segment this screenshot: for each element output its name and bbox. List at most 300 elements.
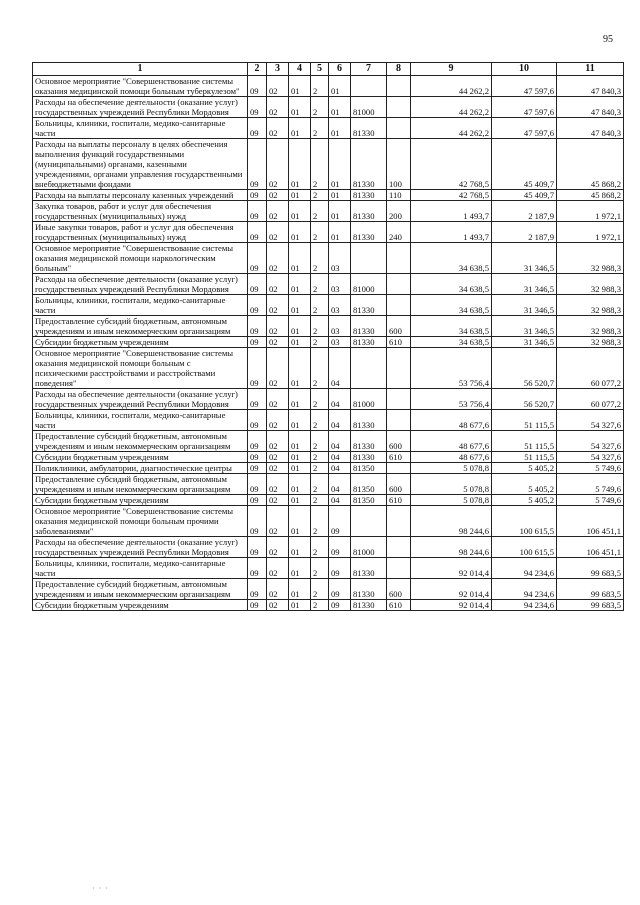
row-code-4: 01 [289, 389, 311, 410]
table-row [33, 274, 624, 295]
row-value-11: 5 749,6 [557, 463, 624, 474]
row-code-4: 01 [289, 431, 311, 452]
column-header: 8 [387, 63, 411, 76]
row-code-5: 2 [311, 389, 329, 410]
row-code-3: 02 [267, 506, 289, 537]
row-code-8: 600 [387, 431, 411, 452]
row-value-10: 45 409,7 [492, 190, 557, 201]
row-code-2: 09 [248, 537, 267, 558]
row-code-8: 610 [387, 452, 411, 463]
row-code-8 [387, 348, 411, 389]
row-value-9: 92 014,4 [411, 600, 492, 611]
row-value-11: 99 683,5 [557, 600, 624, 611]
row-code-5: 2 [311, 495, 329, 506]
table-row [33, 348, 624, 389]
row-code-3: 02 [267, 537, 289, 558]
row-code-8: 610 [387, 600, 411, 611]
row-value-9: 1 493,7 [411, 222, 492, 243]
table-row [33, 243, 624, 274]
row-code-7 [351, 243, 387, 274]
row-code-5: 2 [311, 348, 329, 389]
row-value-9: 5 078,8 [411, 463, 492, 474]
row-code-3: 02 [267, 201, 289, 222]
row-code-7: 81350 [351, 463, 387, 474]
row-value-10: 47 597,6 [492, 76, 557, 97]
row-code-5: 2 [311, 474, 329, 495]
row-code-7: 81330 [351, 295, 387, 316]
row-code-4: 01 [289, 348, 311, 389]
row-code-5: 2 [311, 76, 329, 97]
row-code-5: 2 [311, 139, 329, 190]
row-code-7: 81330 [351, 337, 387, 348]
row-name: Расходы на обеспечение деятельности (оказание услуг) государственных учреждений Республики Мордовия [33, 389, 248, 410]
row-code-5: 2 [311, 316, 329, 337]
row-code-6: 04 [329, 389, 351, 410]
row-code-6: 03 [329, 243, 351, 274]
row-name: Предоставление субсидий бюджетным, автономным учреждениям и иным некоммерческим организациям [33, 316, 248, 337]
row-code-2: 09 [248, 579, 267, 600]
row-value-11: 32 988,3 [557, 316, 624, 337]
row-code-3: 02 [267, 295, 289, 316]
row-value-11: 47 840,3 [557, 97, 624, 118]
row-code-6: 04 [329, 348, 351, 389]
row-name: Предоставление субсидий бюджетным, автономным учреждениям и иным некоммерческим организациям [33, 474, 248, 495]
row-code-2: 09 [248, 190, 267, 201]
row-code-7: 81330 [351, 201, 387, 222]
row-code-5: 2 [311, 410, 329, 431]
row-code-4: 01 [289, 506, 311, 537]
row-value-9: 34 638,5 [411, 316, 492, 337]
row-value-11: 47 840,3 [557, 76, 624, 97]
table-row [33, 316, 624, 337]
row-name: Основное мероприятие "Совершенствование системы оказания медицинской помощи больным с психическими расстройствами и расстройствами поведения" [33, 348, 248, 389]
row-code-8 [387, 410, 411, 431]
table-row [33, 474, 624, 495]
row-code-4: 01 [289, 274, 311, 295]
row-code-2: 09 [248, 76, 267, 97]
row-code-5: 2 [311, 118, 329, 139]
row-value-10: 94 234,6 [492, 558, 557, 579]
row-code-3: 02 [267, 274, 289, 295]
row-value-10: 100 615,5 [492, 537, 557, 558]
row-value-11: 32 988,3 [557, 243, 624, 274]
row-code-8 [387, 506, 411, 537]
column-header: 10 [492, 63, 557, 76]
row-value-9: 5 078,8 [411, 474, 492, 495]
row-name: Субсидии бюджетным учреждениям [33, 452, 248, 463]
row-value-11: 54 327,6 [557, 452, 624, 463]
row-code-6: 01 [329, 201, 351, 222]
row-code-3: 02 [267, 431, 289, 452]
row-value-11: 60 077,2 [557, 348, 624, 389]
row-name: Больницы, клиники, госпитали, медико-санитарные части [33, 295, 248, 316]
row-code-2: 09 [248, 474, 267, 495]
row-code-3: 02 [267, 76, 289, 97]
row-value-11: 45 868,2 [557, 139, 624, 190]
table-row [33, 495, 624, 506]
table-row [33, 190, 624, 201]
column-header: 1 [33, 63, 248, 76]
table-row [33, 118, 624, 139]
row-value-10: 47 597,6 [492, 118, 557, 139]
table-row [33, 579, 624, 600]
row-name: Закупка товаров, работ и услуг для обеспечения государственных (муниципальных) нужд [33, 201, 248, 222]
row-code-3: 02 [267, 316, 289, 337]
row-code-5: 2 [311, 600, 329, 611]
row-code-7 [351, 76, 387, 97]
row-value-10: 31 346,5 [492, 316, 557, 337]
row-name: Предоставление субсидий бюджетным, автономным учреждениям и иным некоммерческим организациям [33, 431, 248, 452]
row-code-6: 04 [329, 452, 351, 463]
row-code-4: 01 [289, 243, 311, 274]
row-value-10: 5 405,2 [492, 495, 557, 506]
row-code-4: 01 [289, 201, 311, 222]
column-header: 5 [311, 63, 329, 76]
row-code-6: 04 [329, 410, 351, 431]
row-value-9: 34 638,5 [411, 274, 492, 295]
row-value-9: 44 262,2 [411, 97, 492, 118]
row-code-7: 81000 [351, 537, 387, 558]
row-code-2: 09 [248, 389, 267, 410]
column-header: 6 [329, 63, 351, 76]
row-code-3: 02 [267, 579, 289, 600]
row-value-11: 32 988,3 [557, 295, 624, 316]
row-value-9: 92 014,4 [411, 579, 492, 600]
row-name: Основное мероприятие "Совершенствование системы оказания медицинской помощи больным туберкулезом" [33, 76, 248, 97]
row-code-6: 01 [329, 97, 351, 118]
row-name: Субсидии бюджетным учреждениям [33, 495, 248, 506]
row-name: Больницы, клиники, госпитали, медико-санитарные части [33, 558, 248, 579]
row-value-11: 47 840,3 [557, 118, 624, 139]
row-code-4: 01 [289, 558, 311, 579]
row-code-7: 81350 [351, 474, 387, 495]
row-code-5: 2 [311, 452, 329, 463]
row-value-9: 92 014,4 [411, 558, 492, 579]
row-code-6: 03 [329, 337, 351, 348]
column-header: 9 [411, 63, 492, 76]
row-value-11: 32 988,3 [557, 274, 624, 295]
row-name: Субсидии бюджетным учреждениям [33, 337, 248, 348]
row-code-2: 09 [248, 348, 267, 389]
row-value-9: 48 677,6 [411, 431, 492, 452]
row-code-4: 01 [289, 222, 311, 243]
row-code-3: 02 [267, 97, 289, 118]
row-name: Основное мероприятие "Совершенствование системы оказания медицинской помощи больным прочими заболеваниями" [33, 506, 248, 537]
column-header: 4 [289, 63, 311, 76]
row-code-2: 09 [248, 201, 267, 222]
row-value-10: 5 405,2 [492, 474, 557, 495]
row-code-5: 2 [311, 579, 329, 600]
row-code-6: 04 [329, 495, 351, 506]
row-code-3: 02 [267, 118, 289, 139]
row-code-4: 01 [289, 118, 311, 139]
row-value-11: 60 077,2 [557, 389, 624, 410]
row-code-7: 81330 [351, 118, 387, 139]
row-code-6: 01 [329, 222, 351, 243]
row-value-11: 1 972,1 [557, 222, 624, 243]
row-code-8: 110 [387, 190, 411, 201]
row-value-11: 99 683,5 [557, 579, 624, 600]
row-name: Расходы на выплаты персоналу казенных учреждений [33, 190, 248, 201]
table-row [33, 201, 624, 222]
column-header: 11 [557, 63, 624, 76]
row-value-10: 56 520,7 [492, 348, 557, 389]
row-code-5: 2 [311, 222, 329, 243]
row-code-4: 01 [289, 463, 311, 474]
row-value-9: 48 677,6 [411, 452, 492, 463]
row-code-3: 02 [267, 495, 289, 506]
row-code-3: 02 [267, 558, 289, 579]
row-code-2: 09 [248, 495, 267, 506]
row-code-4: 01 [289, 452, 311, 463]
row-code-5: 2 [311, 558, 329, 579]
row-code-2: 09 [248, 295, 267, 316]
row-code-7: 81330 [351, 316, 387, 337]
table-body [33, 76, 624, 611]
row-code-2: 09 [248, 506, 267, 537]
table-row [33, 337, 624, 348]
column-header: 2 [248, 63, 267, 76]
row-code-2: 09 [248, 222, 267, 243]
row-code-2: 09 [248, 463, 267, 474]
table-row [33, 389, 624, 410]
row-code-7: 81330 [351, 579, 387, 600]
row-code-2: 09 [248, 316, 267, 337]
row-name: Субсидии бюджетным учреждениям [33, 600, 248, 611]
row-code-3: 02 [267, 243, 289, 274]
row-code-7: 81330 [351, 452, 387, 463]
row-value-9: 44 262,2 [411, 118, 492, 139]
row-code-2: 09 [248, 452, 267, 463]
row-value-11: 54 327,6 [557, 410, 624, 431]
row-value-10: 2 187,9 [492, 201, 557, 222]
row-value-9: 53 756,4 [411, 389, 492, 410]
row-code-5: 2 [311, 190, 329, 201]
page-number: 95 [603, 34, 613, 45]
row-code-3: 02 [267, 474, 289, 495]
row-value-9: 34 638,5 [411, 295, 492, 316]
row-code-8: 600 [387, 474, 411, 495]
row-code-8 [387, 243, 411, 274]
table-row [33, 600, 624, 611]
table-row [33, 139, 624, 190]
table-row [33, 463, 624, 474]
row-code-6: 09 [329, 558, 351, 579]
row-code-8 [387, 295, 411, 316]
row-code-3: 02 [267, 222, 289, 243]
row-code-5: 2 [311, 274, 329, 295]
row-value-10: 2 187,9 [492, 222, 557, 243]
row-code-5: 2 [311, 337, 329, 348]
row-name: Расходы на обеспечение деятельности (оказание услуг) государственных учреждений Республики Мордовия [33, 97, 248, 118]
row-code-4: 01 [289, 139, 311, 190]
row-value-10: 47 597,6 [492, 97, 557, 118]
row-value-11: 5 749,6 [557, 495, 624, 506]
table-row [33, 76, 624, 97]
row-code-7: 81330 [351, 410, 387, 431]
row-value-10: 51 115,5 [492, 410, 557, 431]
row-value-9: 34 638,5 [411, 337, 492, 348]
row-value-9: 44 262,2 [411, 76, 492, 97]
row-value-10: 5 405,2 [492, 463, 557, 474]
row-code-3: 02 [267, 410, 289, 431]
row-value-10: 51 115,5 [492, 431, 557, 452]
row-code-7: 81330 [351, 139, 387, 190]
row-code-4: 01 [289, 537, 311, 558]
row-code-8 [387, 558, 411, 579]
row-code-8 [387, 389, 411, 410]
row-code-8: 240 [387, 222, 411, 243]
row-value-10: 45 409,7 [492, 139, 557, 190]
row-code-6: 09 [329, 506, 351, 537]
row-code-3: 02 [267, 389, 289, 410]
scan-mark: · · · [92, 884, 109, 893]
row-value-11: 54 327,6 [557, 431, 624, 452]
row-code-3: 02 [267, 348, 289, 389]
row-value-9: 34 638,5 [411, 243, 492, 274]
row-code-4: 01 [289, 579, 311, 600]
row-code-4: 01 [289, 337, 311, 348]
row-code-7: 81000 [351, 97, 387, 118]
row-code-8: 610 [387, 337, 411, 348]
row-value-11: 1 972,1 [557, 201, 624, 222]
row-code-3: 02 [267, 190, 289, 201]
row-name: Расходы на обеспечение деятельности (оказание услуг) государственных учреждений Республики Мордовия [33, 537, 248, 558]
row-code-3: 02 [267, 337, 289, 348]
row-code-2: 09 [248, 337, 267, 348]
row-code-5: 2 [311, 537, 329, 558]
table-row [33, 537, 624, 558]
row-name: Поликлиники, амбулатории, диагностические центры [33, 463, 248, 474]
row-code-7: 81330 [351, 600, 387, 611]
row-code-7: 81350 [351, 495, 387, 506]
row-value-11: 5 749,6 [557, 474, 624, 495]
row-value-10: 100 615,5 [492, 506, 557, 537]
row-value-9: 98 244,6 [411, 537, 492, 558]
row-name: Иные закупки товаров, работ и услуг для обеспечения государственных (муниципальных) нужд [33, 222, 248, 243]
row-value-10: 31 346,5 [492, 337, 557, 348]
row-code-6: 01 [329, 118, 351, 139]
row-value-10: 51 115,5 [492, 452, 557, 463]
row-code-6: 09 [329, 537, 351, 558]
table-row [33, 295, 624, 316]
row-code-5: 2 [311, 97, 329, 118]
row-code-2: 09 [248, 558, 267, 579]
row-code-5: 2 [311, 431, 329, 452]
row-value-11: 106 451,1 [557, 537, 624, 558]
row-code-6: 04 [329, 431, 351, 452]
row-code-7 [351, 506, 387, 537]
row-name: Расходы на выплаты персоналу в целях обеспечения выполнения функций государственными (муниципальными) органами, казенными учреждениями, органами управления государственными внебюджетными фондами [33, 139, 248, 190]
row-code-6: 01 [329, 139, 351, 190]
row-code-5: 2 [311, 243, 329, 274]
row-code-8 [387, 76, 411, 97]
row-code-4: 01 [289, 190, 311, 201]
row-value-9: 48 677,6 [411, 410, 492, 431]
table-row [33, 410, 624, 431]
table-row [33, 222, 624, 243]
row-name: Больницы, клиники, госпитали, медико-санитарные части [33, 410, 248, 431]
row-code-2: 09 [248, 600, 267, 611]
row-code-8 [387, 97, 411, 118]
row-code-3: 02 [267, 139, 289, 190]
row-code-7: 81000 [351, 389, 387, 410]
row-code-8 [387, 537, 411, 558]
row-code-6: 09 [329, 600, 351, 611]
row-value-11: 99 683,5 [557, 558, 624, 579]
row-code-5: 2 [311, 506, 329, 537]
row-code-3: 02 [267, 463, 289, 474]
row-code-6: 04 [329, 474, 351, 495]
row-code-2: 09 [248, 139, 267, 190]
row-value-10: 94 234,6 [492, 579, 557, 600]
row-code-6: 03 [329, 274, 351, 295]
row-code-4: 01 [289, 495, 311, 506]
row-code-4: 01 [289, 76, 311, 97]
budget-table [32, 62, 624, 611]
row-code-8: 100 [387, 139, 411, 190]
row-code-7 [351, 348, 387, 389]
table-header-row [33, 63, 624, 76]
row-code-8 [387, 274, 411, 295]
row-code-4: 01 [289, 600, 311, 611]
row-code-7: 81330 [351, 190, 387, 201]
row-value-9: 5 078,8 [411, 495, 492, 506]
row-code-2: 09 [248, 431, 267, 452]
row-code-7: 81330 [351, 222, 387, 243]
row-code-5: 2 [311, 295, 329, 316]
row-code-8: 600 [387, 316, 411, 337]
row-value-10: 31 346,5 [492, 295, 557, 316]
table-row [33, 431, 624, 452]
row-code-6: 04 [329, 463, 351, 474]
row-code-8: 200 [387, 201, 411, 222]
row-code-6: 01 [329, 76, 351, 97]
row-name: Предоставление субсидий бюджетным, автономным учреждениям и иным некоммерческим организациям [33, 579, 248, 600]
row-code-2: 09 [248, 274, 267, 295]
row-code-2: 09 [248, 118, 267, 139]
row-code-4: 01 [289, 316, 311, 337]
row-code-2: 09 [248, 97, 267, 118]
row-name: Основное мероприятие "Совершенствование системы оказания медицинской помощи наркологическим больным" [33, 243, 248, 274]
row-code-3: 02 [267, 600, 289, 611]
row-code-3: 02 [267, 452, 289, 463]
row-code-8 [387, 118, 411, 139]
row-value-11: 45 868,2 [557, 190, 624, 201]
row-code-5: 2 [311, 201, 329, 222]
row-code-6: 03 [329, 295, 351, 316]
table-row [33, 506, 624, 537]
row-code-8: 610 [387, 495, 411, 506]
row-value-9: 42 768,5 [411, 190, 492, 201]
row-value-9: 1 493,7 [411, 201, 492, 222]
row-code-6: 01 [329, 190, 351, 201]
row-value-10: 94 234,6 [492, 600, 557, 611]
row-code-7: 81000 [351, 274, 387, 295]
row-code-7: 81330 [351, 558, 387, 579]
row-value-9: 98 244,6 [411, 506, 492, 537]
row-code-4: 01 [289, 295, 311, 316]
row-code-8: 600 [387, 579, 411, 600]
row-code-8 [387, 463, 411, 474]
row-code-4: 01 [289, 97, 311, 118]
row-code-2: 09 [248, 243, 267, 274]
row-value-9: 53 756,4 [411, 348, 492, 389]
row-code-2: 09 [248, 410, 267, 431]
row-code-4: 01 [289, 474, 311, 495]
row-value-9: 42 768,5 [411, 139, 492, 190]
row-code-6: 09 [329, 579, 351, 600]
